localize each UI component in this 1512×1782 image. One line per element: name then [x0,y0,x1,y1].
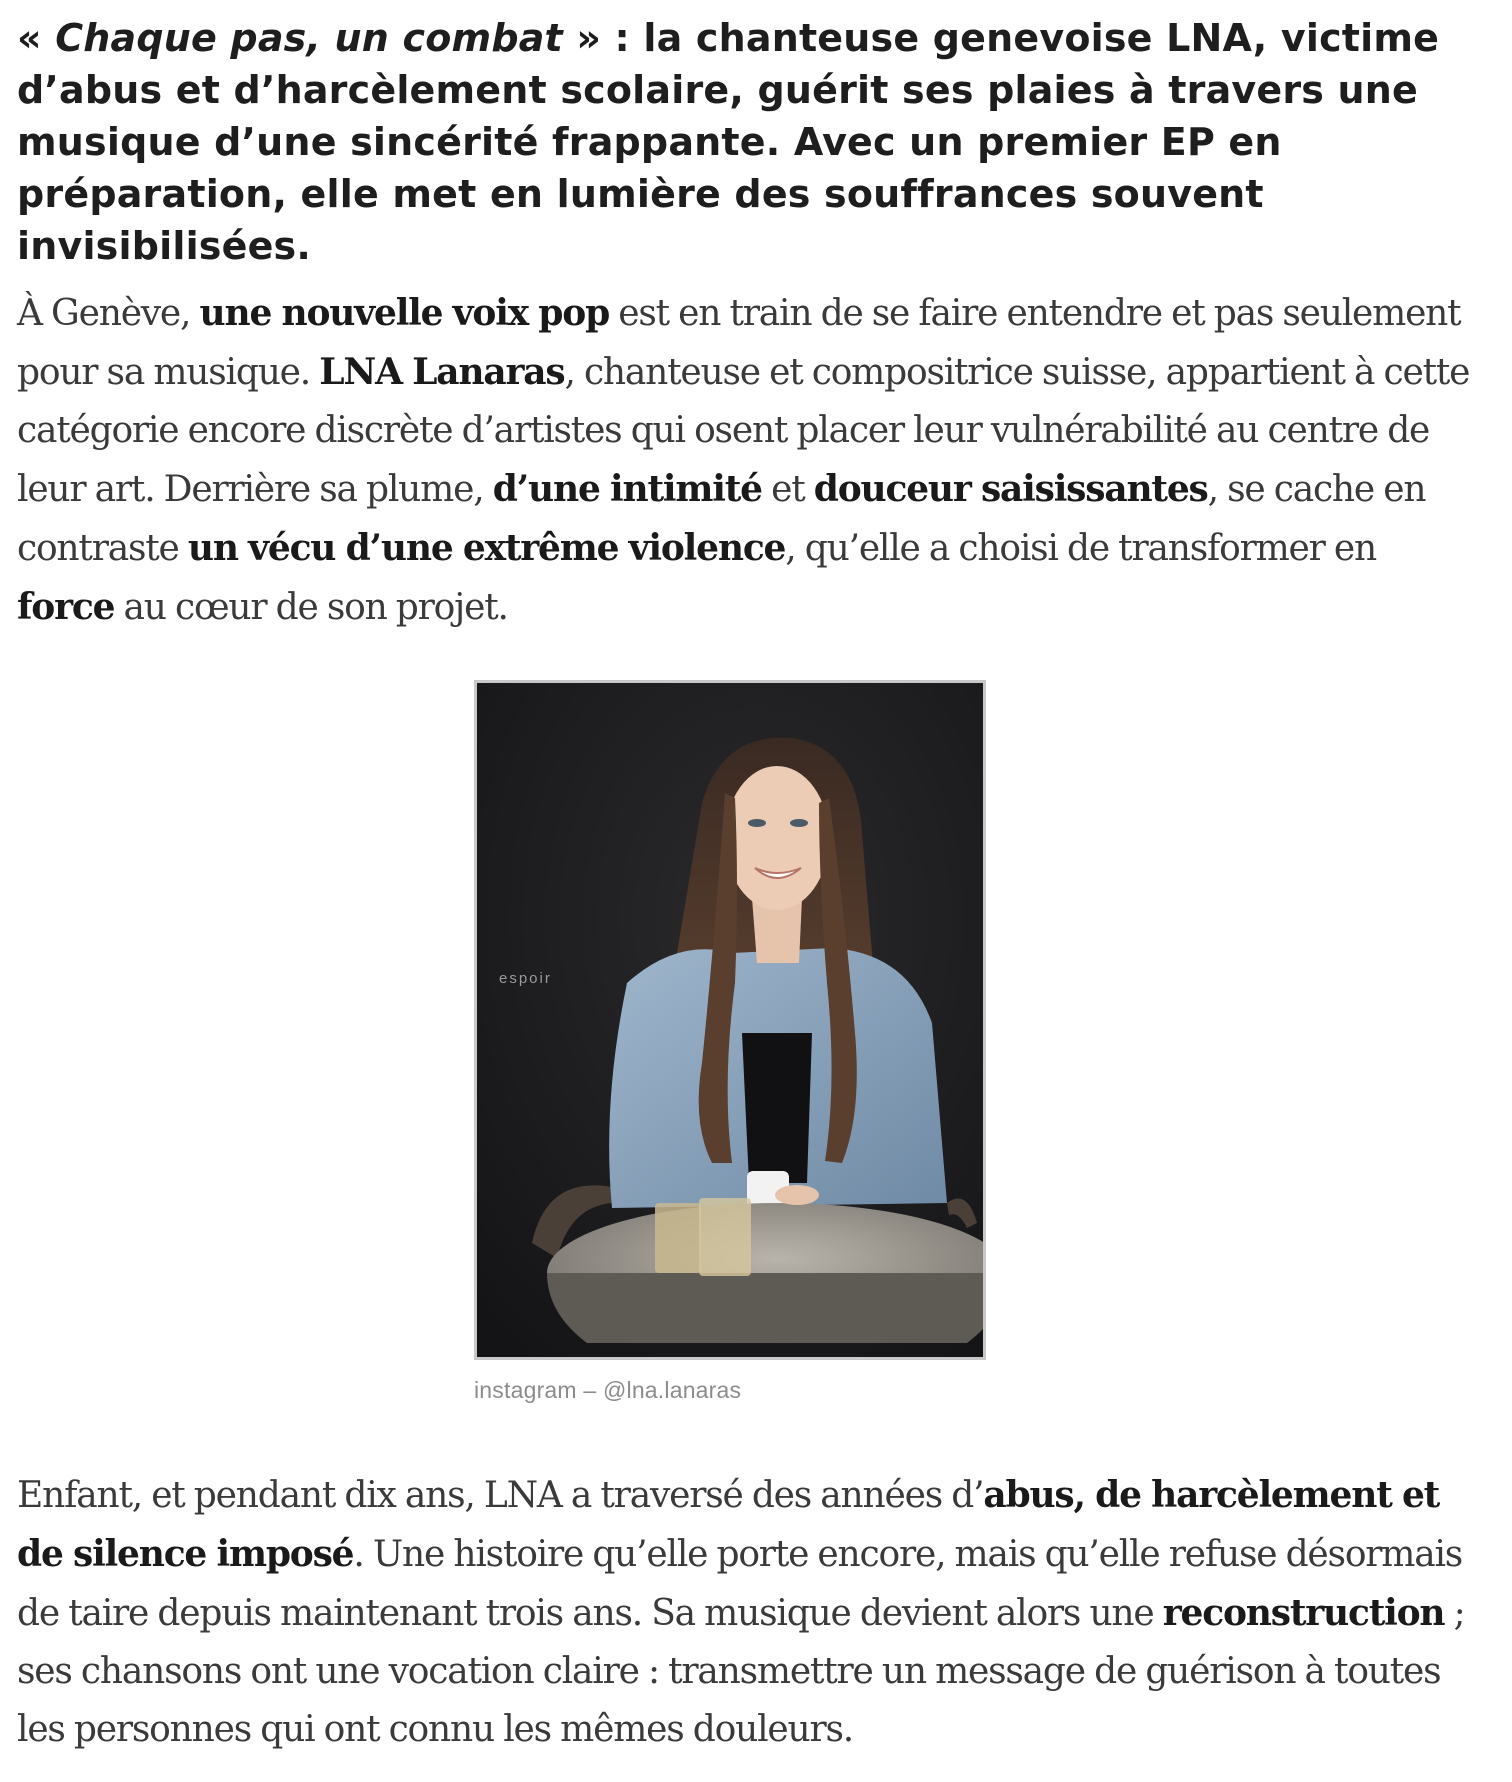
text-run: ; ses chansons ont une vocation claire : transmettre un message de guérison à toutes les personnes qui ont connu les mêmes douleurs. [17,1593,1465,1750]
text-run: au cœur de son projet. [114,587,508,628]
text-run: Enfant, et pendant dix ans, LNA a traversé des années d’ [17,1475,984,1516]
emphasis-text: reconstruction [1162,1592,1445,1634]
text-run: , se cache en contraste [17,469,1426,569]
artist-photo[interactable] [474,680,986,1360]
lead-text: » : la chanteuse genevoise LNA, victime d’abus et d’harcèlement scolaire, guérit ses plaies à travers une musique d’une sincérité frappante. Avec un premier EP en préparation, elle met en lumière des souffrances souvent invisibilisées. [17,16,1440,268]
emphasis-text: un vécu d’une extrême violence [187,527,786,569]
article-lead [17,12,1477,272]
paragraph-intro [17,284,1477,637]
article-body [17,12,1477,637]
photo-illustration [477,683,983,1357]
text-run: , chanteuse et compositrice suisse, appartient à cette catégorie encore discrète d’artistes qui osent placer leur vulnérabilité au centre de leur art. Derrière sa plume, [17,352,1470,510]
emphasis-text: LNA Lanaras [319,351,565,393]
emphasis-text: force [17,586,115,628]
emphasis-text: d’une intimité [492,468,762,510]
lead-quote-title: Chaque pas, un combat [55,16,563,60]
paragraph-history [17,1466,1487,1759]
text-run: est en train de se faire entendre et pas seulement pour sa musique. [17,293,1461,393]
photo-overlay-text: espoir [499,970,552,987]
text-run: . Une histoire qu’elle porte encore, mais qu’elle refuse désormais de taire depuis maintenant trois ans. Sa musique devient alors une [17,1534,1463,1634]
lead-quote-open: « [17,16,56,60]
article-figure [474,680,986,1404]
emphasis-text: abus, de harcèlement et de silence imposé [17,1474,1440,1575]
text-run: À Genève, [17,293,200,334]
emphasis-text: douceur saisissantes [813,468,1208,510]
text-run: et [761,469,814,510]
text-run: , qu’elle a choisi de transformer en [785,528,1376,569]
figure-caption: instagram – @lna.lanaras [474,1377,742,1403]
emphasis-text: une nouvelle voix pop [199,292,610,334]
